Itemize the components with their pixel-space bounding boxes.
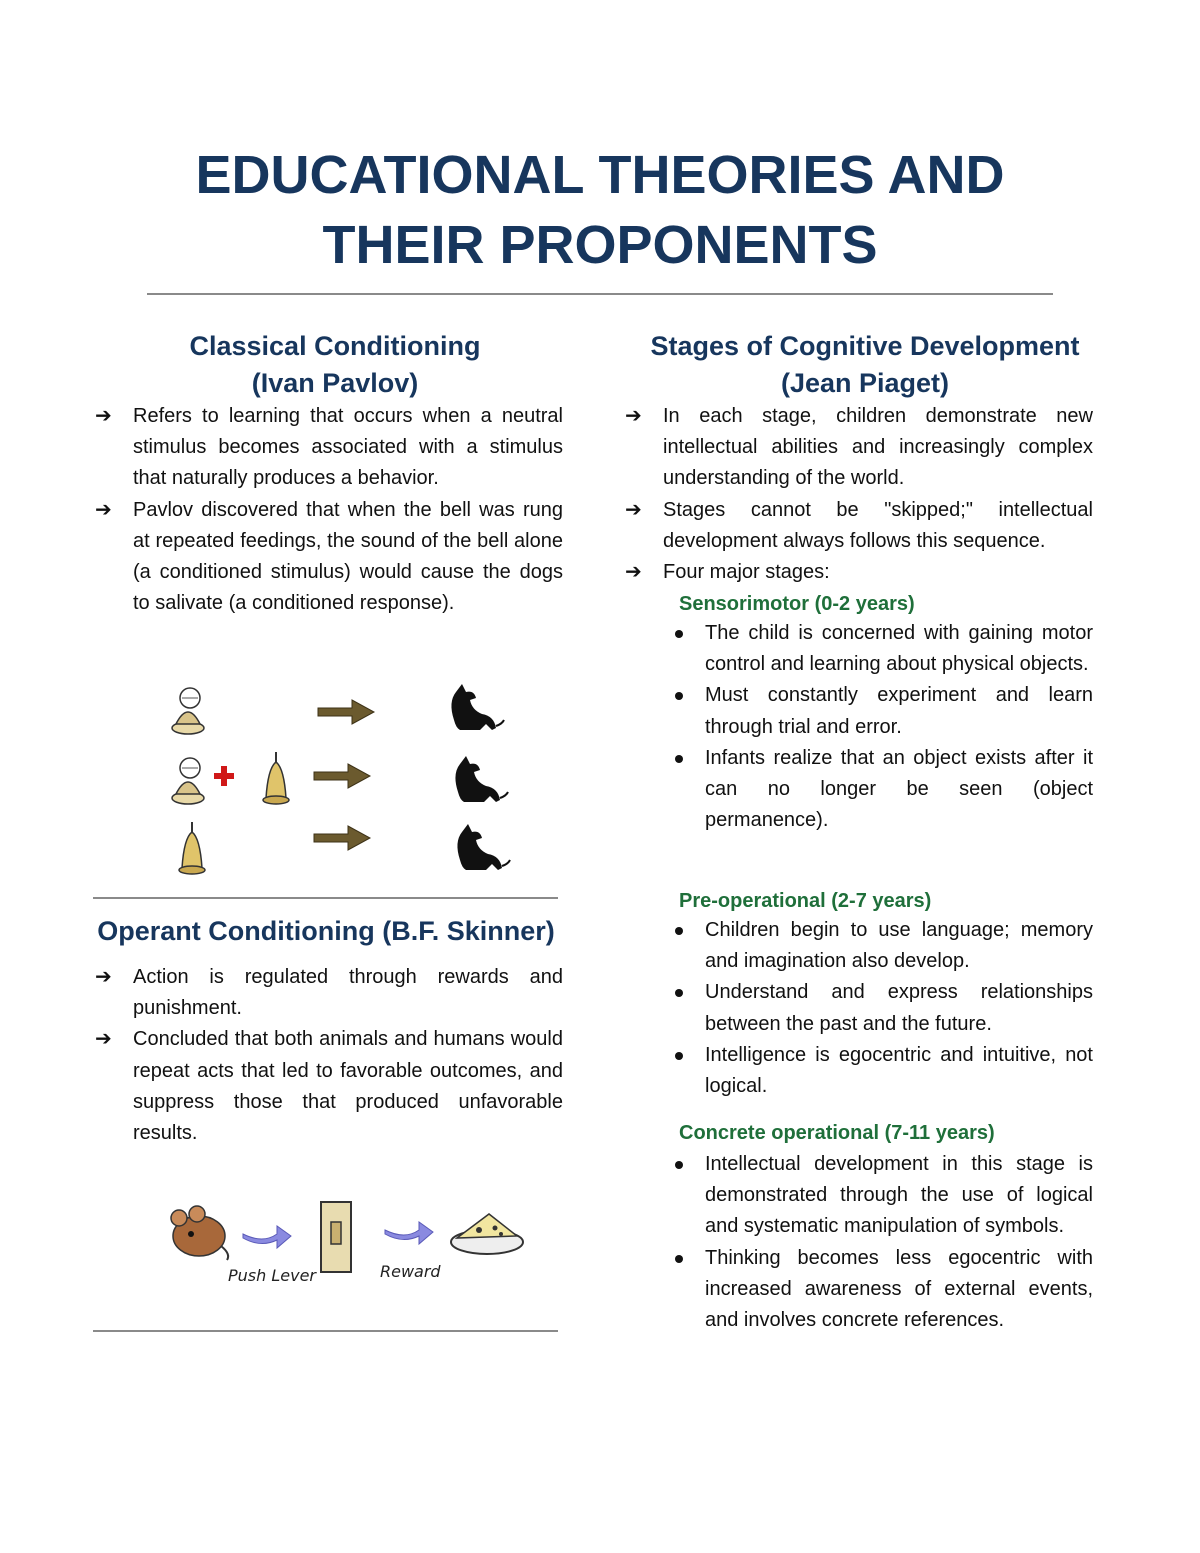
skinner-operant-illustration [165, 1196, 535, 1286]
food-icon [172, 758, 204, 804]
bullet-dot-icon [675, 630, 683, 638]
arrow-icon [243, 1226, 291, 1248]
arrow-bullet-icon: ➔ [95, 1028, 112, 1051]
arrow-icon [318, 700, 374, 724]
classical-heading-proponent: (Ivan Pavlov) [251, 368, 419, 398]
dog-icon [455, 756, 508, 802]
list-item: The child is concerned with gaining motor control and learning about physical objects. [669, 618, 1093, 680]
section-divider [93, 1330, 558, 1332]
list-item: Thinking becomes less egocentric with increased awareness of external events, and involves concrete references. [669, 1243, 1093, 1337]
push-lever-caption: Push Lever [228, 1266, 316, 1285]
stage-list-concrete-operational [669, 1149, 1093, 1336]
list-item: ➔ Four major stages: [625, 557, 1093, 588]
bullet-dot-icon [675, 755, 683, 763]
stage-list-sensorimotor [669, 618, 1093, 836]
dog-icon [457, 824, 510, 870]
operant-bullets [95, 962, 563, 1149]
bullet-dot-icon [675, 1255, 683, 1263]
list-item: ➔ Pavlov discovered that when the bell was rung at repeated feedings, the sound of the bell alone (a conditioned stimulus) would cause the dogs to salivate (a conditioned response). [95, 495, 563, 620]
arrow-bullet-icon: ➔ [625, 405, 642, 427]
arrow-bullet-icon: ➔ [95, 966, 112, 988]
cheese-reward-icon [451, 1214, 523, 1254]
lever-switch-icon [321, 1202, 351, 1272]
dog-icon [451, 684, 504, 730]
classical-bullets [95, 401, 563, 619]
reward-caption: Reward [380, 1262, 441, 1281]
bell-icon [179, 822, 205, 874]
food-icon [172, 688, 204, 734]
list-item: Understand and express relationships between the past and the future. [669, 977, 1093, 1039]
list-item: Children begin to use language; memory and imagination also develop. [669, 915, 1093, 977]
page-title [0, 140, 1200, 280]
title-line-1: EDUCATIONAL THEORIES AND [195, 145, 1005, 205]
bullet-dot-icon [675, 989, 683, 997]
arrow-icon [314, 826, 370, 850]
list-item: Intelligence is egocentric and intuitive, not logical. [669, 1040, 1093, 1102]
arrow-icon [314, 764, 370, 788]
bullet-dot-icon [675, 927, 683, 935]
bullet-dot-icon [675, 692, 683, 700]
stage-heading-sensorimotor: Sensorimotor (0-2 years) [679, 593, 915, 615]
stage-heading-concrete-operational: Concrete operational (7-11 years) [679, 1122, 995, 1144]
pavlov-conditioning-illustration [160, 672, 530, 882]
bell-icon [263, 752, 289, 804]
list-item: ➔ Concluded that both animals and humans would repeat acts that led to favorable outcomes, and suppress those that produced unfavorable results. [95, 1024, 563, 1149]
piaget-bullets [625, 401, 1093, 588]
operant-heading: Operant Conditioning (B.F. Skinner) [97, 916, 555, 946]
piaget-heading-proponent: (Jean Piaget) [780, 368, 950, 398]
mouse-icon [171, 1206, 228, 1260]
arrow-bullet-icon: ➔ [625, 498, 642, 521]
list-item: ➔ Action is regulated through rewards and punishment. [95, 962, 563, 1024]
piaget-heading [625, 328, 1105, 402]
arrow-bullet-icon: ➔ [95, 498, 112, 521]
list-item: Intellectual development in this stage is demonstrated through the use of logical and systematic manipulation of symbols. [669, 1149, 1093, 1243]
plus-icon [214, 766, 234, 786]
stage-list-preoperational [669, 915, 1093, 1102]
stage-heading-preoperational: Pre-operational (2-7 years) [679, 890, 932, 912]
bullet-dot-icon [675, 1161, 683, 1169]
arrow-bullet-icon: ➔ [625, 561, 642, 584]
bullet-dot-icon [675, 1052, 683, 1060]
classical-heading-title: Classical Conditioning [189, 331, 481, 361]
list-item: ➔ In each stage, children demonstrate new intellectual abilities and increasingly complex understanding of the world. [625, 401, 1093, 495]
list-item: ➔ Stages cannot be "skipped;" intellectual development always follows this sequence. [625, 495, 1093, 557]
classical-heading [93, 328, 577, 402]
list-item: Must constantly experiment and learn through trial and error. [669, 680, 1093, 742]
list-item: Infants realize that an object exists after it can no longer be seen (object permanence). [669, 743, 1093, 837]
list-item: ➔ Refers to learning that occurs when a neutral stimulus becomes associated with a stimulus that naturally produces a behavior. [95, 401, 563, 495]
title-divider [147, 293, 1053, 295]
arrow-bullet-icon: ➔ [95, 405, 112, 427]
arrow-icon [385, 1222, 433, 1244]
title-line-2: THEIR PROPONENTS [322, 215, 878, 275]
piaget-heading-title: Stages of Cognitive Development [650, 331, 1080, 361]
section-divider [93, 897, 558, 899]
